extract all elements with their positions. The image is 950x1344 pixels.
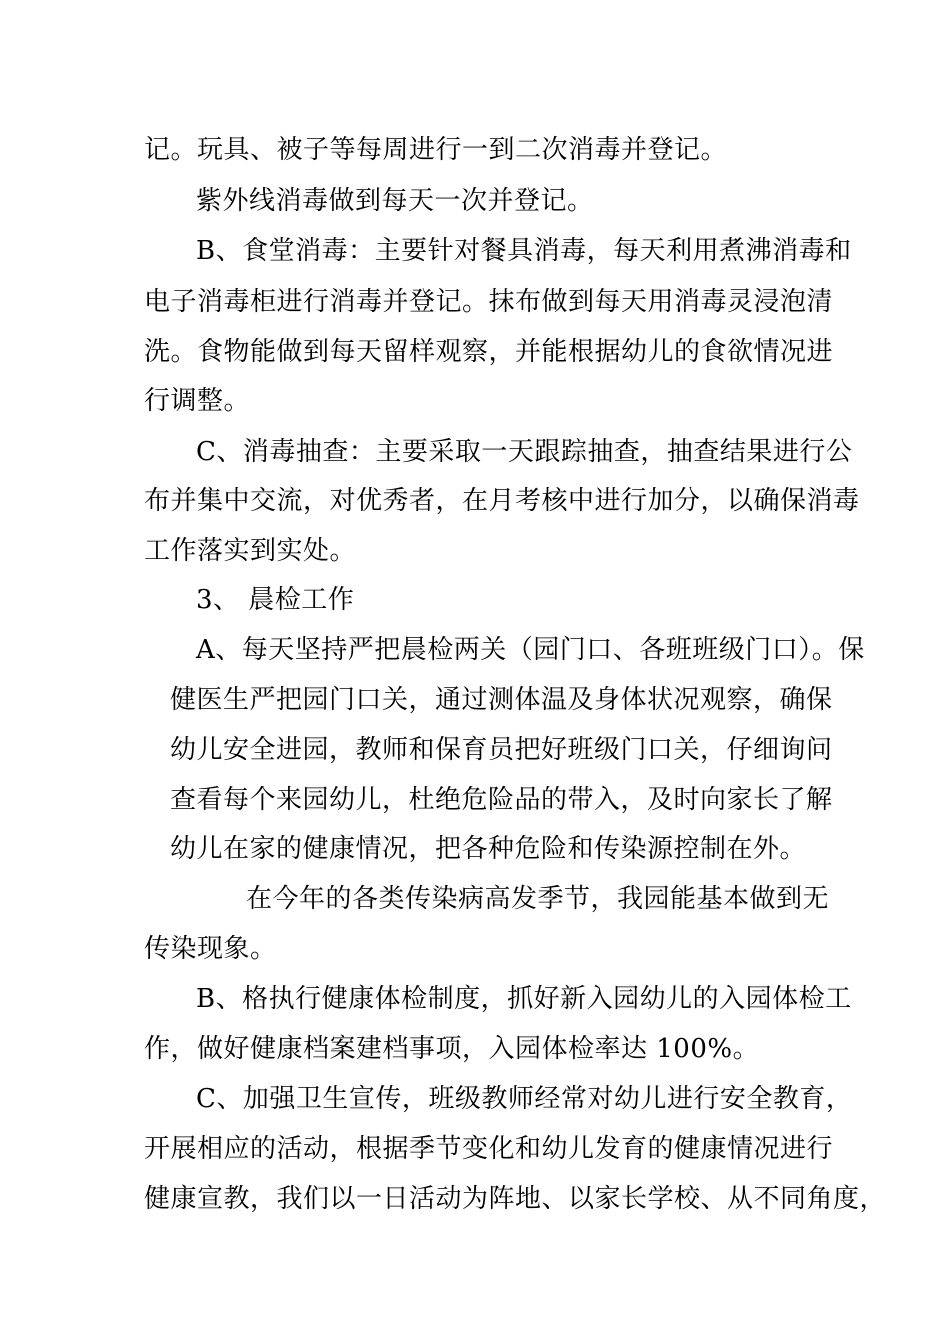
text-line: 紫外线消毒做到每天一次并登记。	[196, 186, 594, 216]
text-line: 幼儿在家的健康情况，把各种危险和传染源控制在外。	[170, 834, 807, 864]
text-line: B、食堂消毒：主要针对餐具消毒，每天利用煮沸消毒和	[196, 236, 852, 266]
text-line: 健医生严把园门口关，通过测体温及身体状况观察，确保	[170, 685, 833, 715]
text-line: 查看每个来园幼儿，杜绝危险品的带入，及时向家长了解	[170, 785, 833, 815]
text-line: 健康宣教，我们以一日活动为阵地、以家长学校、从不同角度，	[144, 1184, 887, 1214]
text-line: 行调整。	[144, 386, 251, 416]
section-heading: 3、 晨检工作	[196, 585, 355, 615]
text-line: 工作落实到实处。	[144, 536, 357, 566]
text-line: 洗。食物能做到每天留样观察，并能根据幼儿的食欲情况进	[144, 337, 834, 367]
text-line: C、加强卫生宣传，班级教师经常对幼儿进行安全教育，	[196, 1084, 853, 1114]
text-line: 记。玩具、被子等每周进行一到二次消毒并登记。	[144, 135, 728, 165]
text-line: A、每天坚持严把晨检两关（园门口、各班班级门口）。保	[196, 635, 865, 665]
text-line: 布并集中交流，对优秀者，在月考核中进行加分，以确保消毒	[144, 486, 860, 516]
text-line: 幼儿安全进园，教师和保育员把好班级门口关，仔细询问	[170, 735, 833, 765]
text-line: 作，做好健康档案建档事项，入园体检率达 100%。	[144, 1034, 760, 1064]
text-line: 传染现象。	[144, 934, 277, 964]
text-line: 电子消毒柜进行消毒并登记。抹布做到每天用消毒灵浸泡清	[144, 287, 834, 317]
text-line: C、消毒抽查：主要采取一天跟踪抽查，抽查结果进行公	[196, 437, 853, 467]
text-line: B、格执行健康体检制度，抓好新入园幼儿的入园体检工	[196, 984, 852, 1014]
text-line: 开展相应的活动，根据季节变化和幼儿发育的健康情况进行	[144, 1134, 834, 1164]
text-line: 在今年的各类传染病高发季节，我园能基本做到无	[246, 884, 830, 914]
